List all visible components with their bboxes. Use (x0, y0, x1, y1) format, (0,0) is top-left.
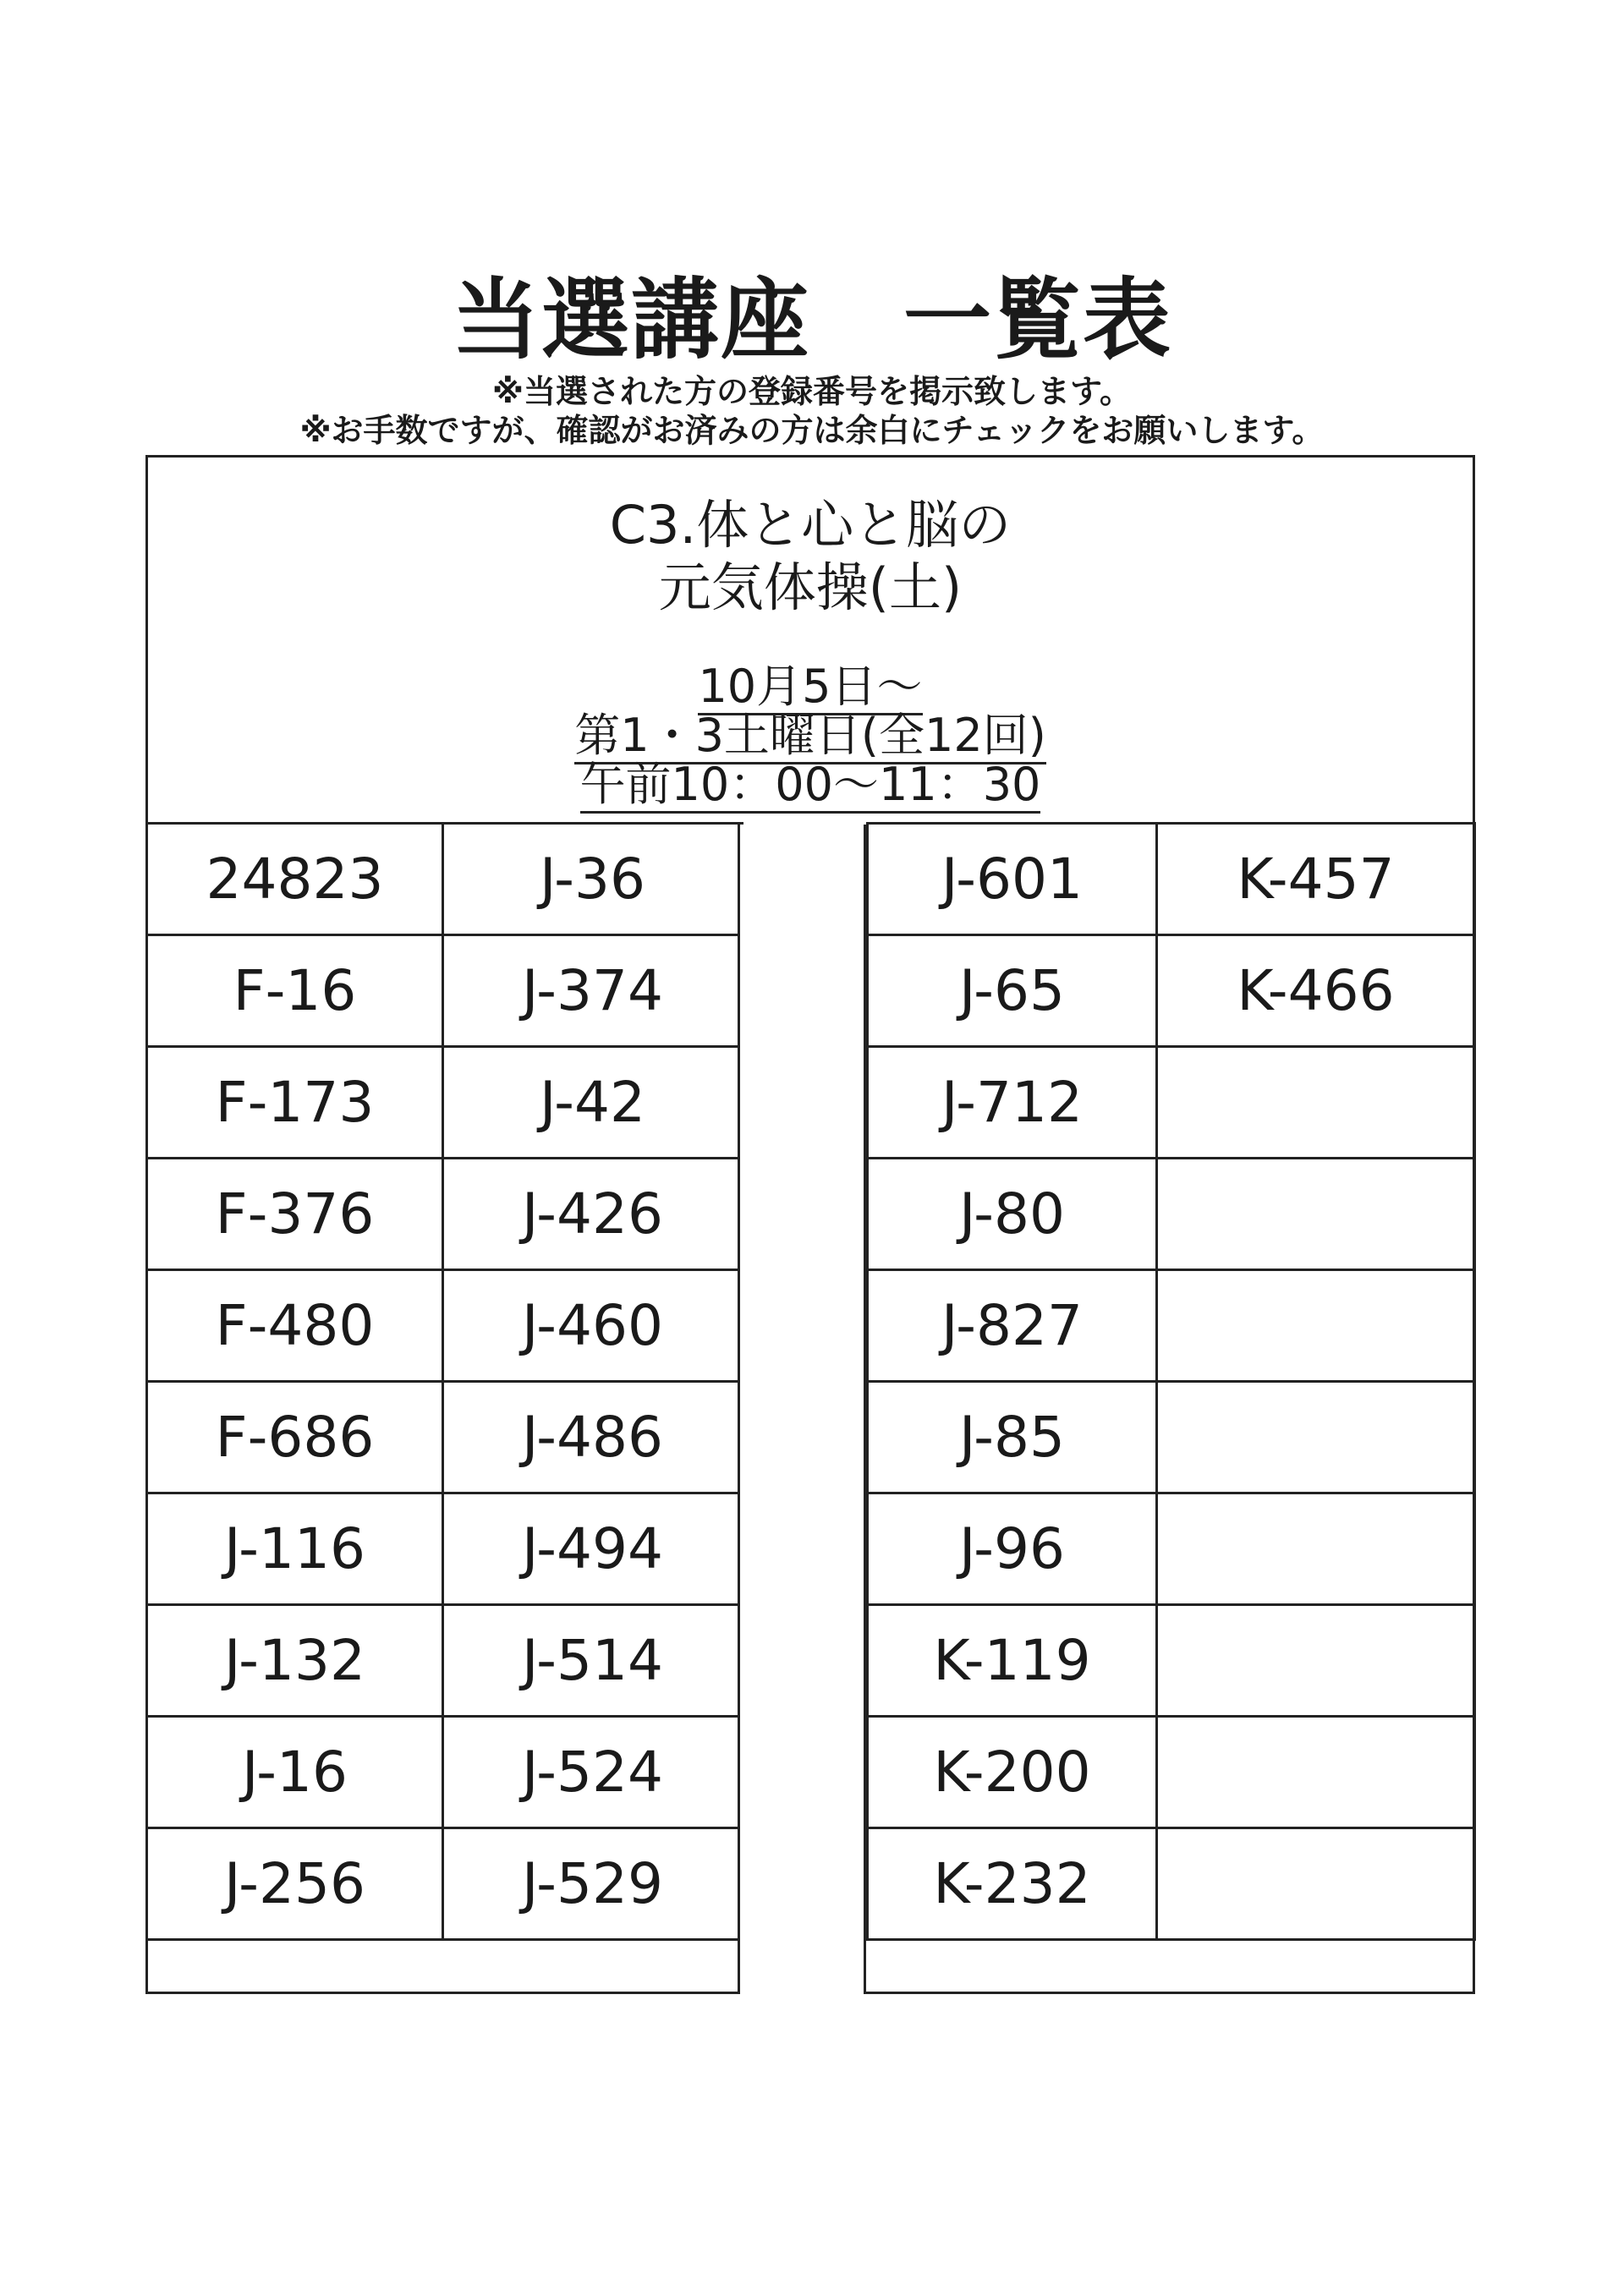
registration-number-cell: 24823 (147, 824, 443, 935)
table-row (868, 1159, 1475, 1270)
registration-number-cell: J-426 (443, 1159, 743, 1270)
course-name-line1: C3.体と心と脳の (609, 494, 1012, 556)
registration-number-cell: J-712 (868, 1047, 1157, 1159)
registration-number-cell: J-116 (147, 1493, 443, 1605)
table-row (868, 1828, 1475, 1940)
schedule-start: 10月5日～ (148, 662, 1473, 711)
table-row (147, 935, 743, 1047)
table-row (868, 1270, 1475, 1382)
blank-check-cell (1157, 1047, 1475, 1159)
registration-number-cell: K-457 (1157, 824, 1475, 935)
table-row (868, 1493, 1475, 1605)
registration-number-cell: J-42 (443, 1047, 743, 1159)
table-row (147, 1717, 743, 1828)
registration-number-cell: J-529 (443, 1828, 743, 1940)
registration-number-cell: J-65 (868, 935, 1157, 1047)
registration-number-cell: J-96 (868, 1493, 1157, 1605)
registration-number-cell: J-494 (443, 1493, 743, 1605)
table-row (147, 1493, 743, 1605)
registration-number-cell: J-374 (443, 935, 743, 1047)
table-row (868, 1047, 1475, 1159)
table-row (147, 824, 743, 935)
registration-number-cell: J-85 (868, 1382, 1157, 1493)
title-main: 当選講座 (451, 268, 810, 371)
page-title (0, 269, 1624, 370)
registration-number-cell: J-460 (443, 1270, 743, 1382)
registration-number-cell: K-119 (868, 1605, 1157, 1717)
table-row (868, 1382, 1475, 1493)
registration-number-cell: J-601 (868, 824, 1157, 935)
table-row (868, 824, 1475, 935)
table-row (147, 1828, 743, 1940)
registration-number-cell: J-80 (868, 1159, 1157, 1270)
blank-check-cell (1157, 1828, 1475, 1940)
table-row (147, 1605, 743, 1717)
blank-check-cell (1157, 1717, 1475, 1828)
registration-number-cell: K-466 (1157, 935, 1475, 1047)
registration-number-cell: F-173 (147, 1047, 443, 1159)
registration-number-cell: J-16 (147, 1717, 443, 1828)
blank-check-cell (1157, 1493, 1475, 1605)
note-check: ※お手数ですが、確認がお済みの方は余白にチェックをお願いします。 (299, 412, 1325, 449)
blank-check-cell (1157, 1382, 1475, 1493)
note-posting: ※当選された方の登録番号を掲示致します。 (492, 373, 1132, 410)
registration-number-cell: K-200 (868, 1717, 1157, 1828)
registration-table-right (866, 822, 1476, 1941)
blank-check-cell (1157, 1270, 1475, 1382)
registration-number-cell: F-16 (147, 935, 443, 1047)
table-gap (738, 825, 866, 1994)
registration-number-cell: J-524 (443, 1717, 743, 1828)
registration-number-cell: F-480 (147, 1270, 443, 1382)
table-row (147, 1047, 743, 1159)
table-row (868, 1605, 1475, 1717)
registration-number-cell: J-36 (443, 824, 743, 935)
title-sub: 一覧表 (903, 268, 1173, 371)
registration-number-cell: J-132 (147, 1605, 443, 1717)
registration-number-cell: J-486 (443, 1382, 743, 1493)
registration-table-left (145, 822, 743, 1941)
blank-check-cell (1157, 1159, 1475, 1270)
table-row (147, 1270, 743, 1382)
registration-number-cell: J-514 (443, 1605, 743, 1717)
table-row (147, 1382, 743, 1493)
table-row (147, 1159, 743, 1270)
registration-number-cell: J-256 (147, 1828, 443, 1940)
schedule-days: 第1・3土曜日(全12回) (148, 711, 1473, 760)
blank-check-cell (1157, 1605, 1475, 1717)
registration-number-cell: F-376 (147, 1159, 443, 1270)
registration-number-cell: F-686 (147, 1382, 443, 1493)
table-row (868, 935, 1475, 1047)
table-row (868, 1717, 1475, 1828)
registration-number-cell: J-827 (868, 1270, 1157, 1382)
schedule-time: 午前10：00～11：30 (148, 760, 1473, 809)
course-name-line2: 元気体操(土) (658, 556, 963, 618)
registration-number-cell: K-232 (868, 1828, 1157, 1940)
